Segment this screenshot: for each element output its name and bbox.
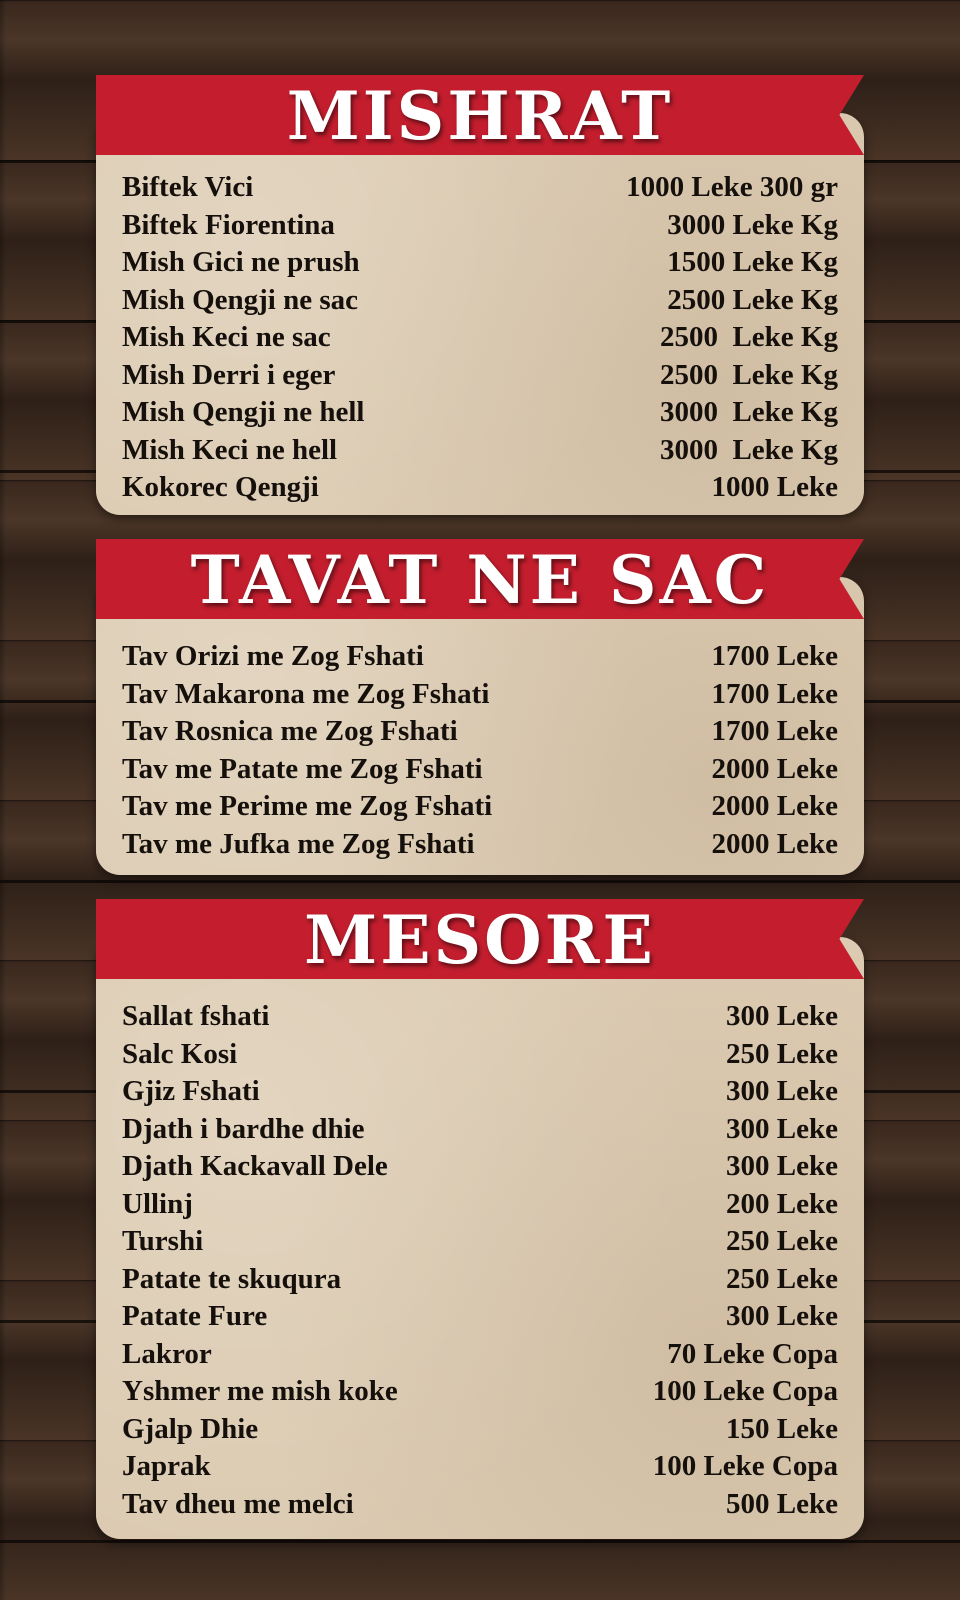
menu-item [122, 207, 838, 245]
item-price: 3000 Leke Kg [659, 396, 838, 428]
item-name: Turshi [122, 1225, 204, 1257]
menu-item [122, 319, 838, 357]
item-name: Ullinj [122, 1187, 193, 1220]
item-name: Tav dheu me melci [122, 1487, 354, 1520]
item-name: Patate te skuqura [122, 1262, 342, 1295]
item-price: 1700 Leke [711, 677, 838, 710]
menu-item [122, 432, 838, 470]
item-price: 3000 Leke Kg [667, 208, 838, 241]
item-price: 3000 Leke Kg [659, 433, 838, 466]
item-name: Mish Keci ne sac [122, 321, 331, 353]
item-price: 300 Leke [726, 1000, 838, 1032]
menu-item [122, 751, 838, 789]
item-name: Mish Qengji ne hell [122, 396, 365, 428]
menu-item [122, 676, 838, 714]
section-title: MESORE [304, 901, 656, 979]
menu-item [122, 713, 838, 751]
menu-item [122, 1336, 838, 1374]
item-price: 100 Leke Copa [652, 1375, 838, 1407]
item-name: Salc Kosi [122, 1037, 238, 1070]
menu-list [122, 169, 838, 507]
item-price: 1000 Leke [711, 471, 838, 503]
item-price: 1000 Leke 300 gr [626, 171, 838, 203]
menu-item [122, 826, 838, 864]
item-price: 2500 Leke Kg [667, 283, 838, 316]
menu-section-tavat-ne-sac [96, 539, 864, 875]
item-price: 100 Leke Copa [652, 1450, 838, 1482]
item-name: Tav me Jufka me Zog Fshati [122, 827, 475, 860]
menu-item [122, 169, 838, 207]
item-name: Djath Kackavall Dele [122, 1150, 388, 1182]
menu-item [122, 1411, 838, 1449]
item-price: 2000 Leke [711, 827, 838, 860]
menu-item [122, 1223, 838, 1261]
item-name: Mish Qengji ne sac [122, 283, 359, 316]
item-price: 70 Leke Copa [667, 1337, 838, 1370]
item-name: Biftek Fiorentina [122, 208, 335, 241]
menu-section-mishrat [96, 75, 864, 515]
menu-item [122, 998, 838, 1036]
section-title: TAVAT NE SAC [190, 541, 770, 619]
menu-item [122, 1073, 838, 1111]
menu-item [122, 1186, 838, 1224]
item-price: 1500 Leke Kg [667, 246, 838, 278]
item-price: 250 Leke [726, 1262, 838, 1295]
item-name: Biftek Vici [122, 171, 254, 203]
item-price: 250 Leke [726, 1037, 838, 1070]
item-price: 2500 Leke Kg [659, 321, 838, 353]
menu-item [122, 1448, 838, 1486]
menu-item [122, 1261, 838, 1299]
item-name: Yshmer me mish koke [122, 1375, 398, 1407]
menu-item [122, 1111, 838, 1149]
item-price: 2500 Leke Kg [659, 358, 838, 391]
menu-list [122, 998, 838, 1523]
item-name: Tav Orizi me Zog Fshati [122, 640, 424, 672]
menu-item [122, 469, 838, 507]
menu-list [122, 638, 838, 863]
item-price: 2000 Leke [711, 790, 838, 822]
item-name: Tav Makarona me Zog Fshati [122, 677, 490, 710]
wood-seam [0, 1540, 960, 1543]
menu-item [122, 788, 838, 826]
menu-item [122, 1298, 838, 1336]
item-name: Japrak [122, 1450, 211, 1482]
item-name: Djath i bardhe dhie [122, 1112, 365, 1145]
item-price: 300 Leke [726, 1075, 838, 1107]
item-name: Tav Rosnica me Zog Fshati [122, 715, 458, 747]
menu-item [122, 357, 838, 395]
item-price: 250 Leke [726, 1225, 838, 1257]
item-price: 500 Leke [726, 1487, 838, 1520]
item-name: Tav me Patate me Zog Fshati [122, 752, 483, 785]
item-name: Mish Derri i eger [122, 358, 336, 391]
item-price: 200 Leke [726, 1187, 838, 1220]
menu-item [122, 282, 838, 320]
menu-item [122, 638, 838, 676]
item-name: Lakror [122, 1337, 212, 1370]
menu-item [122, 394, 838, 432]
menu-item [122, 1036, 838, 1074]
item-name: Mish Gici ne prush [122, 246, 360, 278]
wood-seam [0, 880, 960, 883]
item-price: 300 Leke [726, 1112, 838, 1145]
item-name: Gjalp Dhie [122, 1412, 259, 1445]
item-name: Sallat fshati [122, 1000, 270, 1032]
item-name: Kokorec Qengji [122, 471, 319, 503]
item-name: Tav me Perime me Zog Fshati [122, 790, 493, 822]
item-name: Mish Keci ne hell [122, 433, 338, 466]
item-price: 1700 Leke [711, 640, 838, 672]
menu-section-mesore [96, 899, 864, 1539]
section-title: MISHRAT [286, 77, 674, 155]
item-price: 150 Leke [726, 1412, 838, 1445]
item-price: 1700 Leke [711, 715, 838, 747]
item-price: 300 Leke [726, 1150, 838, 1182]
menu-item [122, 1148, 838, 1186]
item-price: 2000 Leke [711, 752, 838, 785]
item-price: 300 Leke [726, 1300, 838, 1332]
menu-item [122, 1486, 838, 1524]
item-name: Patate Fure [122, 1300, 268, 1332]
menu-item [122, 244, 838, 282]
menu-item [122, 1373, 838, 1411]
item-name: Gjiz Fshati [122, 1075, 260, 1107]
